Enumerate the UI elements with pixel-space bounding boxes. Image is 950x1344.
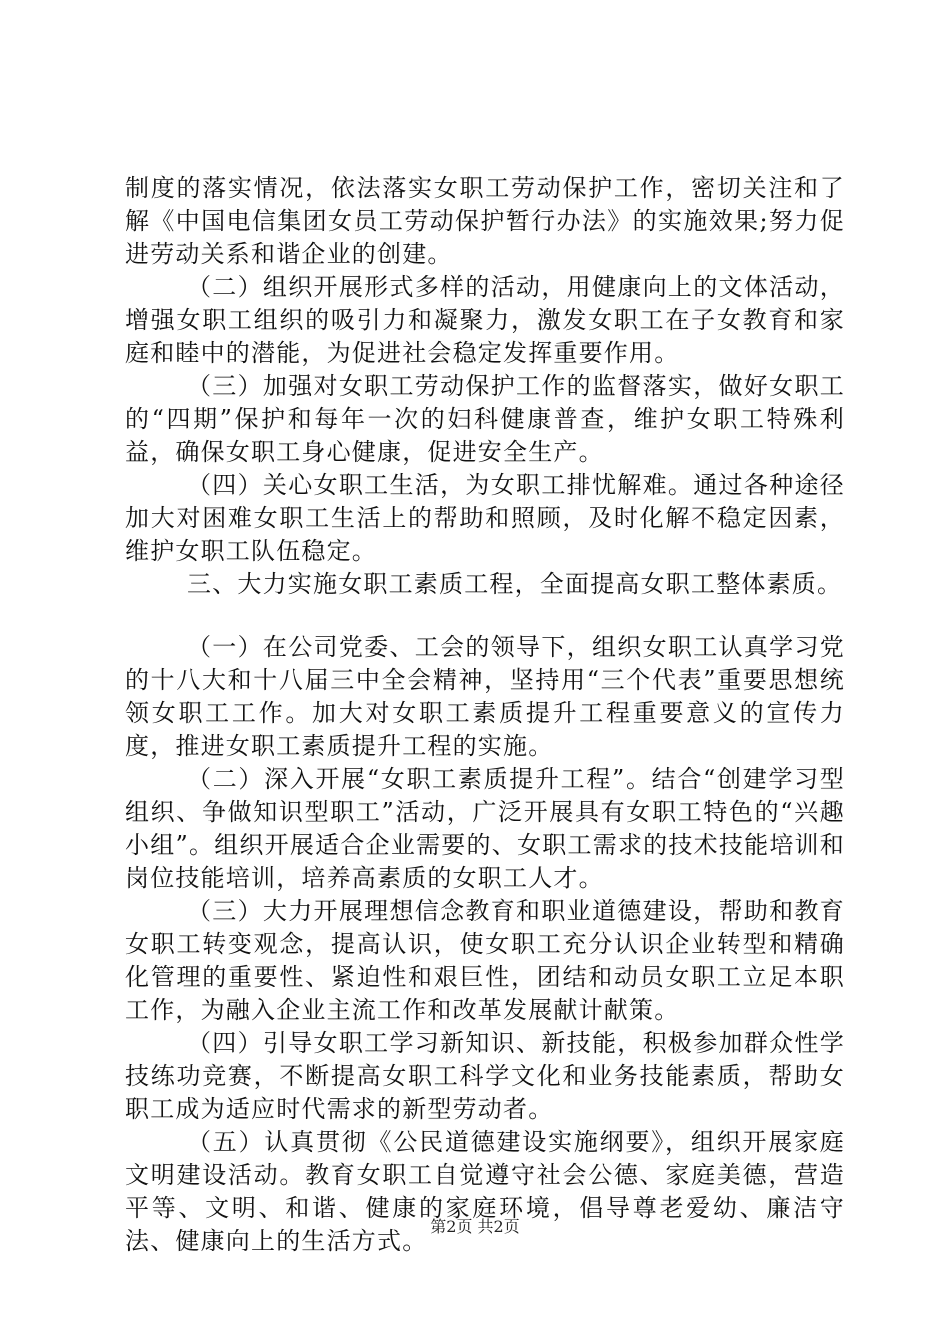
paragraph-item-5: （五）认真贯彻《公民道德建设实施纲要》，组织开展家庭文明建设活动。教育女职工自觉遵守社会公德、家庭美德，营造平等、文明、和谐、健康的家庭环境，倡导尊老爱幼、廉洁守法、健康向上的生活方式。 bbox=[125, 1128, 845, 1255]
paragraph-item-2b: （二）深入开展“女职工素质提升工程”。结合“创建学习型组织、争做知识型职工”活动，广泛开展具有女职工特色的“兴趣小组”。组织开展适合企业需要的、女职工需求的技术技能培训和岗位技能培训，培养高素质的女职工人才。 bbox=[125, 765, 845, 892]
paragraph-item-1: （一）在公司党委、工会的领导下，组织女职工认真学习党的十八大和十八届三中全会精神，坚持用“三个代表”重要思想统领女职工工作。加大对女职工素质提升工程重要意义的宣传力度，推进女职工素质提升工程的实施。 bbox=[125, 633, 845, 760]
paragraph-continuation: 制度的落实情况，依法落实女职工劳动保护工作，密切关注和了解《中国电信集团女员工劳动保护暂行办法》的实施效果;努力促进劳动关系和谐企业的创建。 bbox=[125, 174, 845, 268]
paragraph-item-3b: （三）大力开展理想信念教育和职业道德建设，帮助和教育女职工转变观念，提高认识，使女职工充分认识企业转型和精确化管理的重要性、紧迫性和艰巨性，团结和动员女职工立足本职工作，为融入企业主流工作和改革发展献计献策。 bbox=[125, 897, 845, 1024]
page-footer: 第2页 共2页 bbox=[430, 1217, 520, 1236]
paragraph-item-4b: （四）引导女职工学习新知识、新技能，积极参加群众性学技练功竞赛，不断提高女职工科学文化和业务技能素质，帮助女职工成为适应时代需求的新型劳动者。 bbox=[125, 1029, 845, 1123]
paragraph-item-2: （二）组织开展形式多样的活动，用健康向上的文体活动，增强女职工组织的吸引力和凝聚力，激发女职工在子女教育和家庭和睦中的潜能，为促进社会稳定发挥重要作用。 bbox=[125, 273, 845, 367]
document-body bbox=[125, 172, 845, 1258]
section-heading-3: 三、大力实施女职工素质工程，全面提高女职工整体素质。 bbox=[187, 570, 843, 598]
paragraph-gap bbox=[125, 601, 845, 631]
paragraph-item-4: （四）关心女职工生活，为女职工排忧解难。通过各种途径加大对困难女职工生活上的帮助和照顾，及时化解不稳定因素，维护女职工队伍稳定。 bbox=[125, 471, 845, 565]
paragraph-item-3: （三）加强对女职工劳动保护工作的监督落实，做好女职工的“四期”保护和每年一次的妇科健康普查，维护女职工特殊利益，确保女职工身心健康，促进安全生产。 bbox=[125, 372, 845, 466]
